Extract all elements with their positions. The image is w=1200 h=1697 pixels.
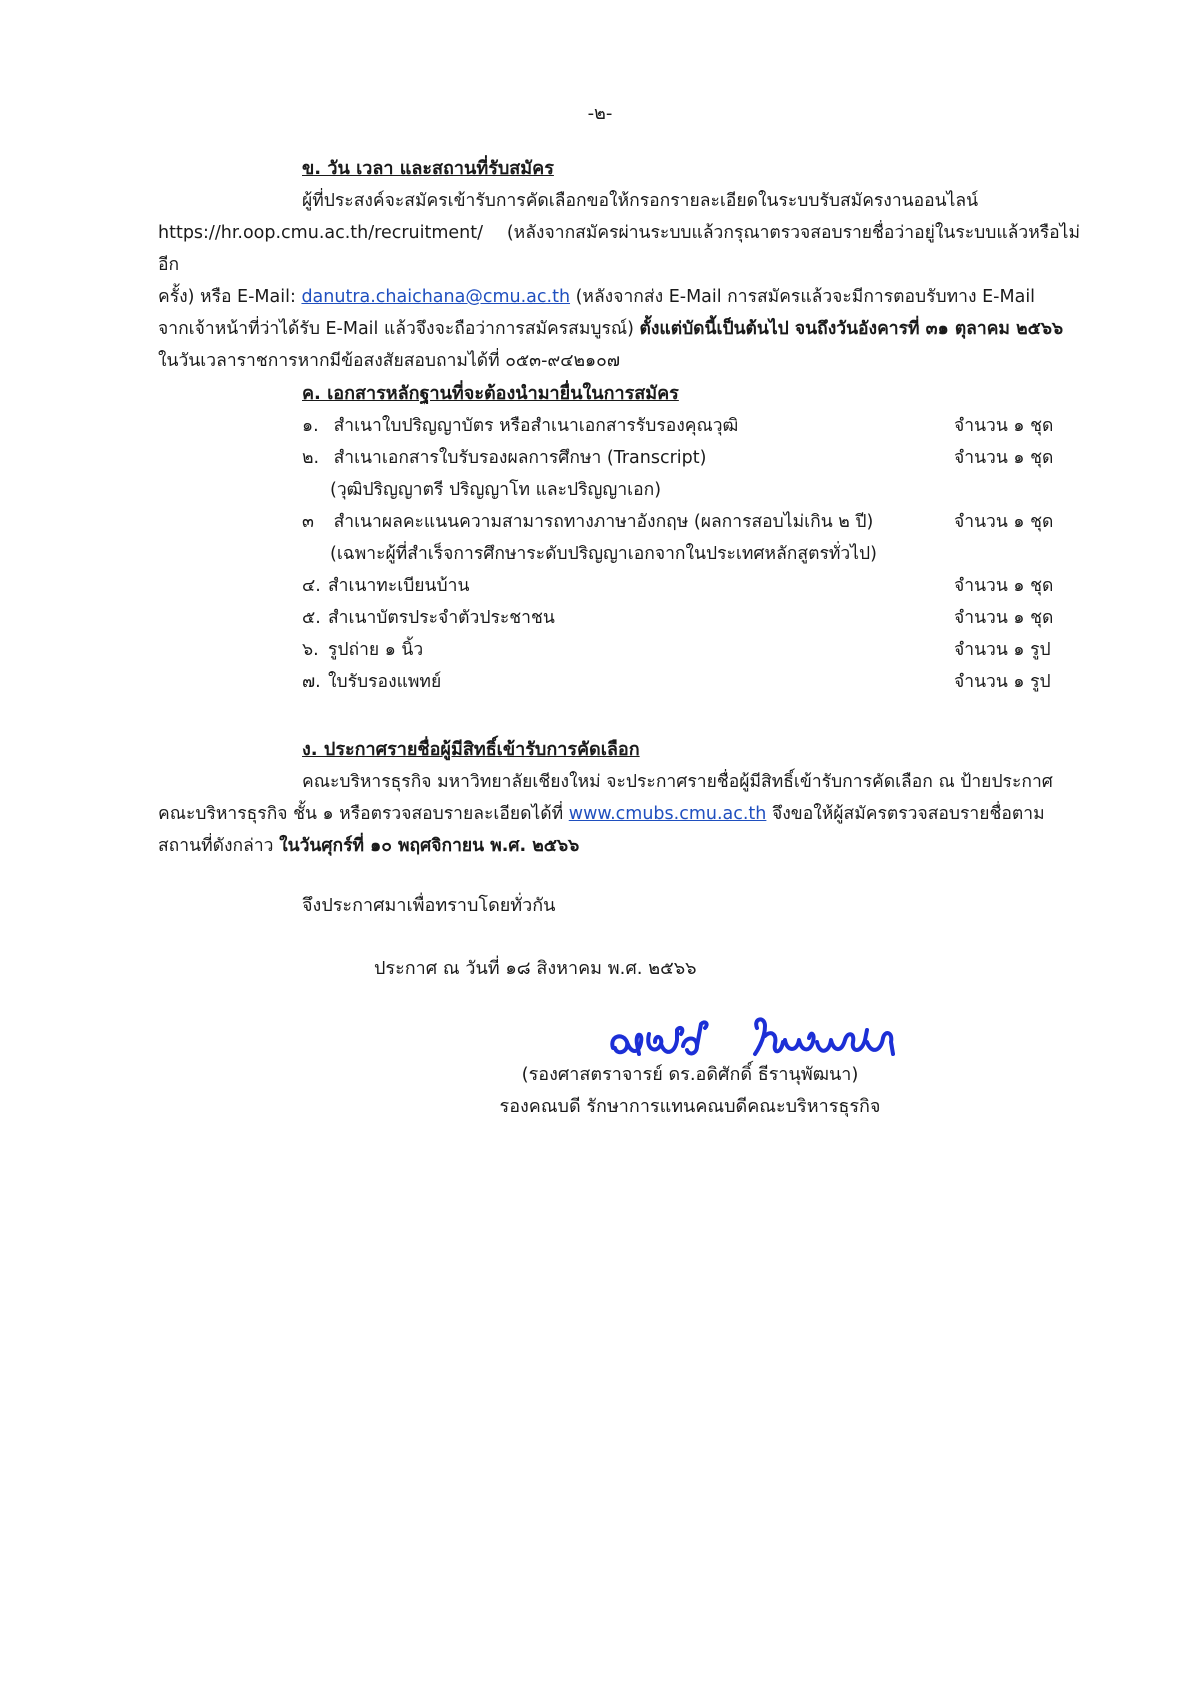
page-number: -๒- xyxy=(587,103,613,124)
section-d-paragraph xyxy=(158,766,1080,862)
document-item-note: (วุฒิปริญญาตรี ปริญญาโท และปริญญาเอก) xyxy=(330,480,662,500)
section-b-line-2: https://hr.oop.cmu.ac.th/recruitment/ (หลังจากสมัครผ่านระบบแล้วกรุณาตรวจสอบรายชื่อว่าอยู่ในระบบแล้วหรือไม่อีก xyxy=(158,223,1080,275)
item-quantity: จำนวน ๑ ชุด xyxy=(954,416,1054,436)
section-b-line-1: ผู้ที่ประสงค์จะสมัครเข้ารับการคัดเลือกขอให้กรอกรายละเอียดในระบบรับสมัครงานออนไลน์ xyxy=(302,191,979,211)
section-b-heading: ข. วัน เวลา และสถานที่รับสมัคร xyxy=(302,158,554,179)
section-b-line-4: จากเจ้าหน้าที่ว่าได้รับ E-Mail แล้วจึงจะถือว่าการสมัครสมบูรณ์) ตั้งแต่บัดนี้เป็นต้นไป จนถึงวันอังคารที่ ๓๑ ตุลาคม ๒๕๖๖ xyxy=(158,319,1064,339)
signer-title: รองคณบดี รักษาการแทนคณบดีคณะบริหารธุรกิจ xyxy=(499,1096,881,1117)
website-link[interactable]: www.cmubs.cmu.ac.th xyxy=(568,804,767,824)
document-item-note: (เฉพาะผู้ที่สำเร็จการศึกษาระดับปริญญาเอกจากในประเทศหลักสูตรทั่วไป) xyxy=(330,544,877,564)
document-item: ๖. รูปถ่าย ๑ นิ้ว จำนวน ๑ รูป xyxy=(302,634,1062,666)
document-item: ๗. ใบรับรองแพทย์ จำนวน ๑ รูป xyxy=(302,666,1062,698)
item-quantity: จำนวน ๑ ชุด xyxy=(954,512,1054,532)
document-item: ๒. สำเนาเอกสารใบรับรองผลการศึกษา (Transcript) จำนวน ๑ ชุด xyxy=(302,442,1062,474)
closing-statement: จึงประกาศมาเพื่อทราบโดยทั่วกัน xyxy=(302,895,556,916)
document-item: ๕. สำเนาบัตรประจำตัวประชาชน จำนวน ๑ ชุด xyxy=(302,602,1062,634)
email-link[interactable]: danutra.chaichana@cmu.ac.th xyxy=(301,287,571,307)
item-quantity: จำนวน ๑ รูป xyxy=(954,640,1051,660)
section-b-paragraph xyxy=(158,185,1080,377)
document-item: ๓ สำเนาผลคะแนนความสามารถทางภาษาอังกฤษ (ผลการสอบไม่เกิน ๒ ปี) จำนวน ๑ ชุด xyxy=(302,506,1062,538)
section-d-heading: ง. ประกาศรายชื่อผู้มีสิทธิ์เข้ารับการคัดเลือก xyxy=(302,739,640,760)
item-quantity: จำนวน ๑ ชุด xyxy=(954,608,1054,628)
signer-name: (รองศาสตราจารย์ ดร.อดิศักดิ์ ธีรานุพัฒนา) xyxy=(521,1064,859,1085)
document-item: ๔. สำเนาทะเบียนบ้าน จำนวน ๑ ชุด xyxy=(302,570,1062,602)
item-quantity: จำนวน ๑ ชุด xyxy=(954,448,1054,468)
section-d-line-1: คณะบริหารธุรกิจ มหาวิทยาลัยเชียงใหม่ จะประกาศรายชื่อผู้มีสิทธิ์เข้ารับการคัดเลือก ณ ป้ายประกาศ xyxy=(302,772,1053,792)
section-d-line-2: คณะบริหารธุรกิจ ชั้น ๑ หรือตรวจสอบรายละเอียดได้ที่ www.cmubs.cmu.ac.th จึงขอให้ผู้สมัครตรวจสอบรายชื่อตาม xyxy=(158,804,1045,824)
section-d-line-3: สถานที่ดังกล่าว ในวันศุกร์ที่ ๑๐ พฤศจิกายน พ.ศ. ๒๕๖๖ xyxy=(158,836,580,856)
item-quantity: จำนวน ๑ ชุด xyxy=(954,576,1054,596)
section-c-heading: ค. เอกสารหลักฐานที่จะต้องนำมายื่นในการสมัคร xyxy=(302,383,679,404)
item-quantity: จำนวน ๑ รูป xyxy=(954,672,1051,692)
announcement-date: ประกาศ ณ วันที่ ๑๘ สิงหาคม พ.ศ. ๒๕๖๖ xyxy=(374,958,697,979)
section-b-line-3: ครั้ง) หรือ E-Mail: danutra.chaichana@cmu.ac.th (หลังจากส่ง E-Mail การสมัครแล้วจะมีการตอบรับทาง E-Mail xyxy=(158,287,1036,307)
document-item: ๑. สำเนาใบปริญญาบัตร หรือสำเนาเอกสารรับรองคุณวุฒิ จำนวน ๑ ชุด xyxy=(302,410,1062,442)
section-b-line-5: ในวันเวลาราชการหากมีข้อสงสัยสอบถามได้ที่ ๐๕๓-๙๔๒๑๐๗ xyxy=(158,351,620,371)
